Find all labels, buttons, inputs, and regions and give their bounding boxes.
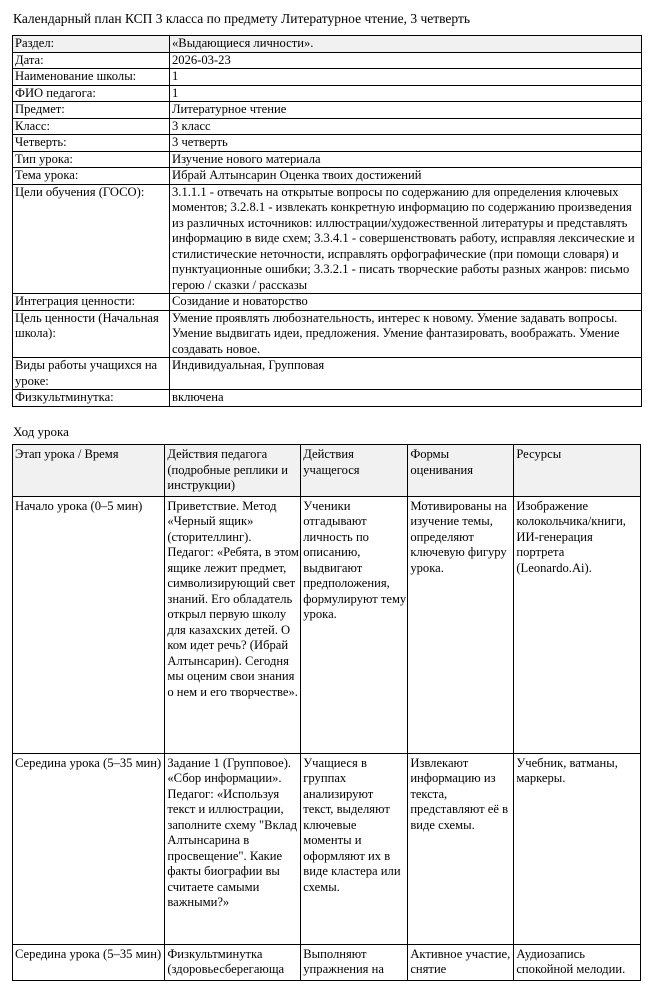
info-value: 1 bbox=[170, 69, 642, 86]
info-label: Наименование школы: bbox=[13, 69, 170, 86]
info-row-work-types bbox=[13, 358, 642, 390]
info-value: Изучение нового материала bbox=[170, 151, 642, 168]
student-actions-cell: Учащиеся в группах анализируют текст, выделяют ключевые моменты и оформляют их в виде кластера или схемы. bbox=[301, 753, 408, 944]
info-value: включена bbox=[170, 390, 642, 407]
info-value: 3 четверть bbox=[170, 135, 642, 152]
header-student-actions: Действия учащегося bbox=[301, 445, 408, 497]
teacher-actions-cell: Задание 1 (Групповое). «Сбор информации». Педагог: «Используя текст и иллюстрации, заполните схему "Вклад Алтынсарина в просвещение". Какие факты биографии вы считаете самыми важными?» bbox=[165, 753, 301, 944]
lesson-flow-heading: Ход урока bbox=[13, 424, 69, 439]
info-value: 2026-03-23 bbox=[170, 52, 642, 69]
header-stage: Этап урока / Время bbox=[13, 445, 165, 497]
header-resources: Ресурсы bbox=[514, 445, 641, 497]
info-value: 3.1.1.1 - отвечать на открытые вопросы по содержанию для определения ключевых моментов; 3.2.8.1 - извлекать конкретную информацию по содержанию произведения из различных источников: иллюстрации/художественной литературы и представлять информацию в виде схем; 3.3.4.1 - совершенствовать работу, исправляя лексические и стилистические неточности, исправлять орфографические (при помощи словаря) и пунктуационные ошибки; 3.3.2.1 - писать творческие работы разных жанров: письмо герою / сказки / рассказы bbox=[170, 184, 642, 294]
stage-cell: Середина урока (5–35 мин) bbox=[13, 753, 165, 944]
stage-cell: Середина урока (5–35 мин) bbox=[13, 944, 165, 980]
lesson-header-row bbox=[13, 445, 641, 497]
info-row-date bbox=[13, 52, 642, 69]
teacher-actions-cell: Приветствие. Метод «Черный ящик» (сторителлинг). Педагог: «Ребята, в этом ящике лежит предмет, символизирующий свет знаний. Его обладатель открыл первую школу для казахских детей. О ком идет речь? (Ибрай Алтынсарин). Сегодня мы оценим свои знания о нем и его творчестве». bbox=[165, 496, 301, 753]
stage-cell: Начало урока (0–5 мин) bbox=[13, 496, 165, 753]
info-row-class bbox=[13, 118, 642, 135]
info-row-physical-break bbox=[13, 390, 642, 407]
student-actions-cell: Выполняют упражнения на bbox=[301, 944, 408, 980]
info-label: Четверть: bbox=[13, 135, 170, 152]
header-teacher-actions: Действия педагога (подробные реплики и инструкции) bbox=[165, 445, 301, 497]
info-label: Тема урока: bbox=[13, 168, 170, 185]
info-row-lesson-type bbox=[13, 151, 642, 168]
info-label: Класс: bbox=[13, 118, 170, 135]
info-label: ФИО педагога: bbox=[13, 85, 170, 102]
info-value: Ибрай Алтынсарин Оценка твоих достижений bbox=[170, 168, 642, 185]
info-row-value-goal bbox=[13, 310, 642, 358]
info-row-section bbox=[13, 36, 642, 53]
table-row bbox=[13, 496, 641, 753]
info-row-value-integration bbox=[13, 294, 642, 311]
info-row-objectives bbox=[13, 184, 642, 294]
info-row-teacher bbox=[13, 85, 642, 102]
assessment-cell: Извлекают информацию из текста, представляют её в виде схемы. bbox=[408, 753, 514, 944]
info-label: Дата: bbox=[13, 52, 170, 69]
info-label: Цели обучения (ГОСО): bbox=[13, 184, 170, 294]
info-label: Виды работы учащихся на уроке: bbox=[13, 358, 170, 390]
page-title: Календарный план КСП 3 класса по предмету Литературное чтение, 3 четверть bbox=[13, 11, 471, 26]
info-value: Созидание и новаторство bbox=[170, 294, 642, 311]
info-row-subject bbox=[13, 102, 642, 119]
table-row bbox=[13, 944, 641, 980]
info-value: Литературное чтение bbox=[170, 102, 642, 119]
info-value: Умение проявлять любознательность, интерес к новому. Умение задавать вопросы. Умение выдвигать идеи, предложения. Умение фантазировать, воображать. Умение создавать новое. bbox=[170, 310, 642, 358]
info-label: Раздел: bbox=[13, 36, 170, 53]
info-row-quarter bbox=[13, 135, 642, 152]
info-label: Тип урока: bbox=[13, 151, 170, 168]
resources-cell: Аудиозапись спокойной мелодии. bbox=[514, 944, 641, 980]
header-assessment: Формы оценивания bbox=[408, 445, 514, 497]
info-value: 3 класс bbox=[170, 118, 642, 135]
assessment-cell: Активное участие, снятие bbox=[408, 944, 514, 980]
info-value: 1 bbox=[170, 85, 642, 102]
resources-cell: Изображение колокольчика/книги, ИИ-генерация портрета (Leonardo.Ai). bbox=[514, 496, 641, 753]
student-actions-cell: Ученики отгадывают личность по описанию, выдвигают предположения, формулируют тему урока. bbox=[301, 496, 408, 753]
table-row bbox=[13, 753, 641, 944]
lesson-info-table bbox=[12, 35, 642, 407]
info-label: Физкультминутка: bbox=[13, 390, 170, 407]
resources-cell: Учебник, ватманы, маркеры. bbox=[514, 753, 641, 944]
info-value: Индивидуальная, Групповая bbox=[170, 358, 642, 390]
info-label: Цель ценности (Начальная школа): bbox=[13, 310, 170, 358]
info-row-topic bbox=[13, 168, 642, 185]
info-value: «Выдающиеся личности». bbox=[170, 36, 642, 53]
info-label: Предмет: bbox=[13, 102, 170, 119]
teacher-actions-cell: Физкультминутка (здоровьесберегающа bbox=[165, 944, 301, 980]
info-row-school bbox=[13, 69, 642, 86]
info-label: Интеграция ценности: bbox=[13, 294, 170, 311]
assessment-cell: Мотивированы на изучение темы, определяют ключевую фигуру урока. bbox=[408, 496, 514, 753]
lesson-flow-table bbox=[12, 444, 641, 981]
